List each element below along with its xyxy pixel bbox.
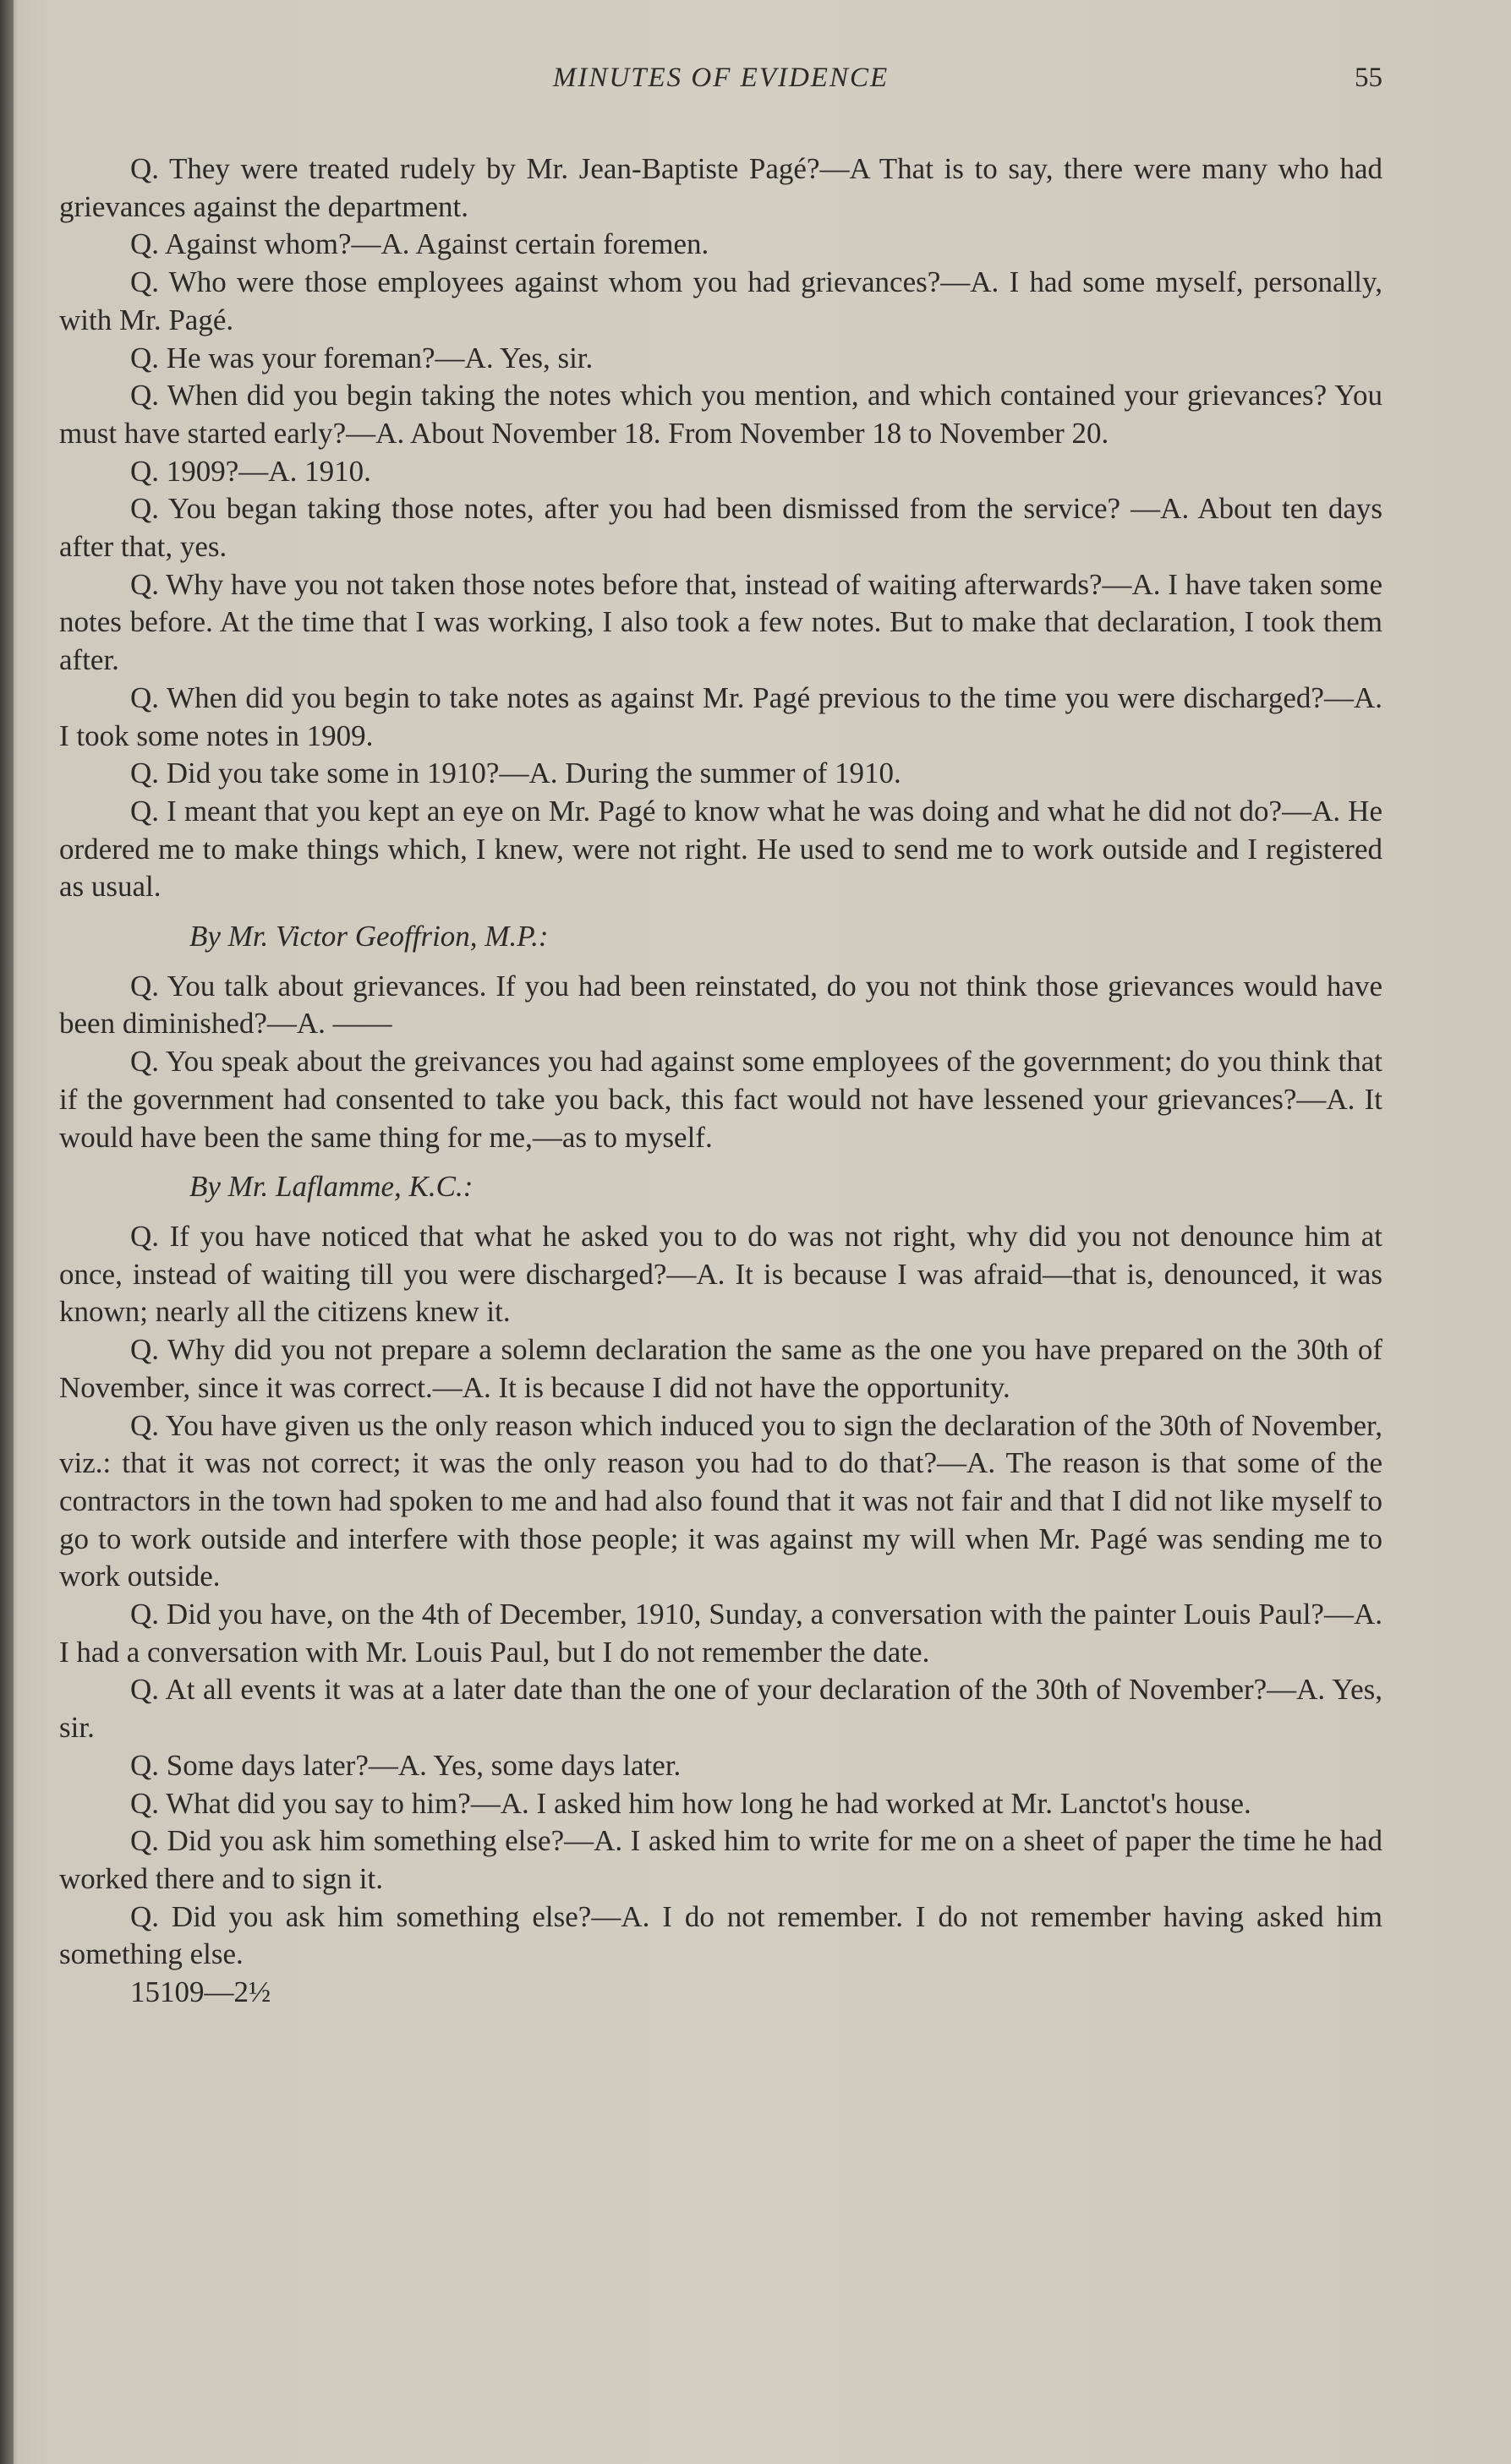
paragraph: Q. He was your foreman?—A. Yes, sir. [130, 341, 594, 374]
paragraph: Q. At all events it was at a later date than the one of your declaration of the 30th of November?—A. Yes, sir. [59, 1673, 1382, 1745]
paragraph: Q. Did you ask him something else?—A. I asked him to write for me on a sheet of paper the time he had worked there and to sign it. [59, 1824, 1382, 1895]
paragraph: Q. 1909?—A. 1910. [130, 454, 371, 488]
paragraph: Q. Against whom?—A. Against certain foremen. [130, 227, 709, 261]
printer-signature: 15109—2½ [130, 1975, 271, 2009]
paragraph: Q. Some days later?—A. Yes, some days later. [130, 1748, 682, 1782]
paragraph: Q. You talk about grievances. If you had been reinstated, do you not think those grievances would have been diminished?—A. —— [59, 969, 1382, 1041]
paragraph: Q. When did you begin to take notes as against Mr. Pagé previous to the time you were discharged?—A. I took some notes in 1909. [59, 680, 1382, 752]
page-body [59, 150, 1382, 2012]
examiner-heading: By Mr. Victor Geoffrion, M.P.: [189, 920, 549, 953]
paragraph: Q. You began taking those notes, after you had been dismissed from the service? —A. About ten days after that, yes. [59, 492, 1382, 564]
paragraph: Q. Did you take some in 1910?—A. During the summer of 1910. [130, 757, 901, 790]
paragraph: Q. They were treated rudely by Mr. Jean-Baptiste Pagé?—A That is to say, there were many who had grievances against the department. [59, 152, 1382, 223]
binding-spine [0, 0, 14, 2464]
paragraph: Q. Did you ask him something else?—A. I do not remember. I do not remember having asked him something else. [59, 1899, 1382, 1971]
page-number: 55 [1355, 63, 1382, 93]
examiner-heading: By Mr. Laflamme, K.C.: [189, 1170, 474, 1204]
paragraph: Q. What did you say to him?—A. I asked him how long he had worked at Mr. Lanctot's house. [130, 1786, 1251, 1820]
paragraph: Q. If you have noticed that what he asked you to do was not right, why did you not denounce him at once, instead of waiting till you were discharged?—A. It is because I was afraid—that is, denounced, it was known; nearly all the citizens knew it. [59, 1219, 1382, 1329]
paragraph: Q. Why have you not taken those notes before that, instead of waiting afterwards?—A. I have taken some notes before. At the time that I was working, I also took a few notes. But to make that declaration, I took them after. [59, 567, 1382, 677]
paragraph: Q. You have given us the only reason which induced you to sign the declaration of the 30th of November, viz.: that it was not correct; it was the only reason you had to do that?—A. The reason is that some of the contractors in the town had spoken to me and had also found that it was not fair and that I did not like myself to go to work outside and interfere with those people; it was against my will when Mr. Pagé was sending me to work outside. [59, 1408, 1382, 1593]
paragraph: Q. Who were those employees against whom you had grievances?—A. I had some myself, personally, with Mr. Pagé. [59, 265, 1382, 336]
paragraph: Q. When did you begin taking the notes which you mention, and which contained your grievances? You must have started early?—A. About November 18. From November 18 to November 20. [59, 379, 1382, 450]
paragraph: Q. Did you have, on the 4th of December, 1910, Sunday, a conversation with the painter Louis Paul?—A. I had a conversation with Mr. Louis Paul, but I do not remember the date. [59, 1598, 1382, 1669]
page-header [59, 63, 1382, 105]
paragraph: Q. Why did you not prepare a solemn declaration the same as the one you have prepared on the 30th of November, since it was correct.—A. It is because I did not have the opportunity. [59, 1333, 1382, 1404]
paragraph: Q. I meant that you kept an eye on Mr. Pagé to know what he was doing and what he did not do?—A. He ordered me to make things which, I knew, were not right. He used to send me to work outside and I registered as usual. [59, 794, 1382, 904]
paragraph: Q. You speak about the greivances you had against some employees of the government; do you think that if the government had consented to take you back, this fact would not have lessened your grievances?—A. It would have been the same thing for me,—as to myself. [59, 1045, 1382, 1154]
running-title: MINUTES OF EVIDENCE [552, 63, 890, 93]
